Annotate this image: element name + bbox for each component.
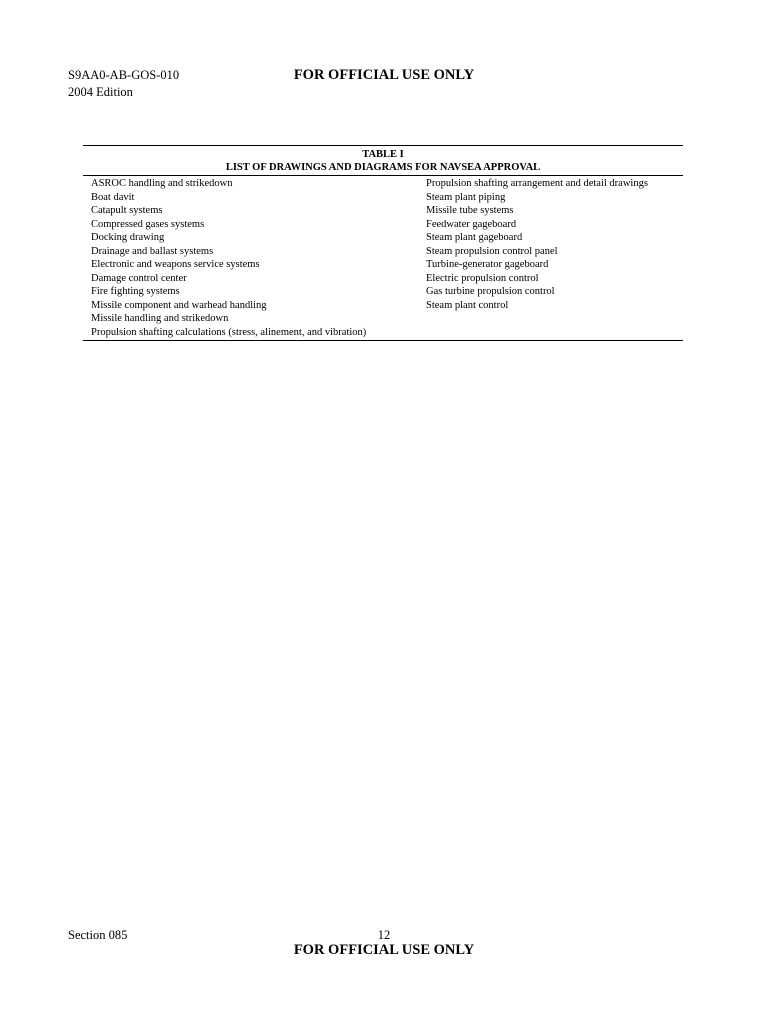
table-cell: Electric propulsion control	[426, 272, 539, 284]
table-cell: Gas turbine propulsion control	[426, 286, 555, 297]
table-cell: Missile tube systems	[426, 205, 514, 216]
table-cell: Steam plant gageboard	[426, 232, 523, 243]
table-cell: Missile component and warhead handling	[91, 299, 267, 311]
footer-classification: FOR OFFICIAL USE ONLY	[293, 942, 475, 958]
footer-section: Section 085	[68, 928, 128, 942]
drawings-table	[83, 145, 683, 341]
table-cell: Drainage and ballast systems	[91, 245, 214, 257]
table-cell: ASROC handling and strikedown	[91, 178, 233, 189]
table-cell: Turbine-generator gageboard	[426, 259, 549, 270]
table-cell: Fire fighting systems	[91, 286, 180, 297]
table-cell: Steam plant control	[426, 299, 509, 311]
table-cell: Docking drawing	[91, 232, 165, 243]
table-cell: Steam plant piping	[426, 191, 506, 203]
table-cell: Electronic and weapons service systems	[91, 259, 260, 270]
table-cell: Missile handling and strikedown	[91, 313, 229, 324]
table-right-column	[426, 177, 648, 312]
table-body	[83, 176, 683, 340]
table-left-column	[91, 177, 366, 339]
table-cell: Propulsion shafting calculations (stress, alinement, and vibration)	[91, 326, 367, 338]
table-cell: Damage control center	[91, 272, 187, 284]
document-id: S9AA0-AB-GOS-010	[68, 68, 180, 82]
table-cell: Catapult systems	[91, 205, 163, 216]
table-cell: Steam propulsion control panel	[426, 245, 558, 257]
table-cell: Compressed gases systems	[91, 218, 205, 230]
header-classification: FOR OFFICIAL USE ONLY	[293, 67, 475, 83]
table-number: TABLE I	[362, 149, 404, 160]
page-number: 12	[377, 928, 391, 942]
table-title: LIST OF DRAWINGS AND DIAGRAMS FOR NAVSEA APPROVAL	[83, 161, 683, 176]
table-cell: Propulsion shafting arrangement and detail drawings	[426, 178, 648, 189]
edition-label: 2004 Edition	[68, 85, 133, 99]
table-cell: Feedwater gageboard	[426, 218, 517, 230]
table-cell: Boat davit	[91, 191, 135, 203]
